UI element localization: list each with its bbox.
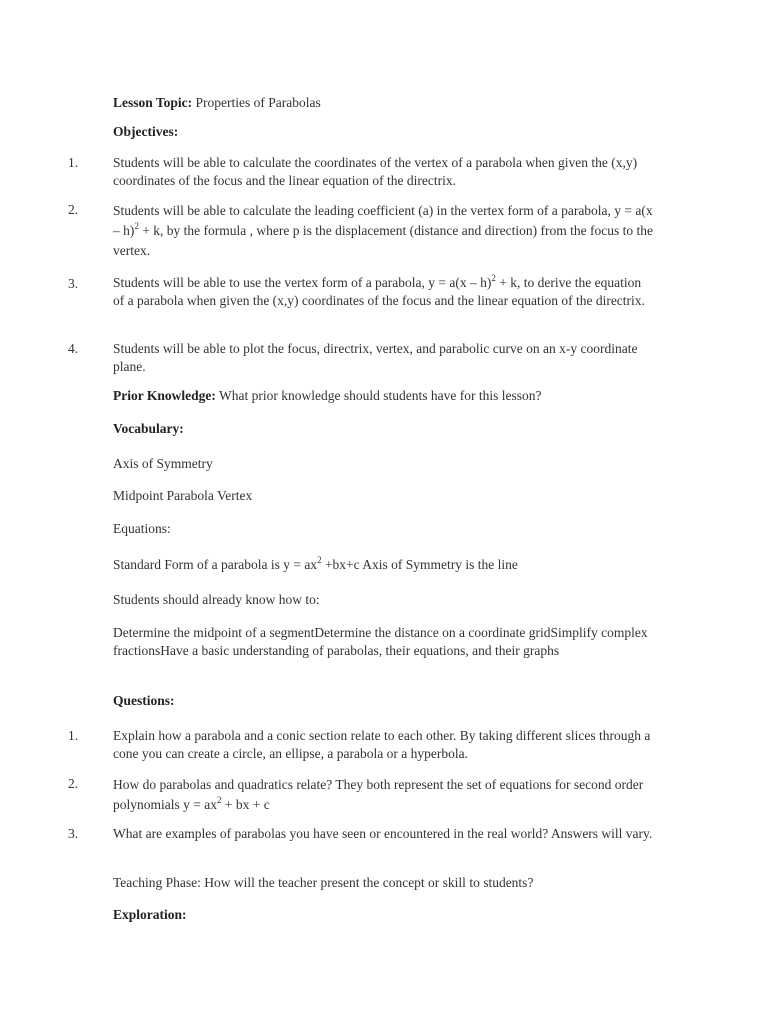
superscript: 2 — [216, 794, 222, 805]
question-number: 2. — [68, 776, 79, 791]
prior-knowledge — [113, 387, 653, 405]
question-text-part: How do parabolas and quadratics relate? They both represent the set of equations for second order polynomials y = ax — [113, 777, 644, 812]
question-number: 3. — [68, 826, 79, 841]
vocabulary-heading-text: Vocabulary: — [113, 421, 184, 436]
objective-number: 4. — [68, 341, 79, 356]
objectives-heading — [113, 123, 653, 141]
objective-number: 2. — [68, 202, 79, 217]
standard-form-line — [113, 556, 653, 574]
question-text: Explain how a parabola and a conic section relate to each other. By taking different slices through a cone you can create a circle, an ellipse, a parabola or a hyperbola. — [113, 728, 651, 761]
objective-text-part: Students will be able to use the vertex form of a parabola, y = a(x – h) — [113, 275, 492, 290]
lesson-topic-label: Lesson Topic: — [113, 95, 193, 110]
lesson-topic — [113, 94, 653, 112]
should-know-line: Students should already know how to: — [113, 592, 320, 607]
questions-heading — [113, 692, 653, 710]
objectives-heading-text: Objectives: — [113, 124, 179, 139]
objective-text-part: Students will be able to calculate the leading coefficient (a) in the vertex form of a parabola, y = a(x – h) — [113, 203, 653, 238]
vocabulary-line: Axis of Symmetry — [113, 456, 213, 471]
standard-form-text: Standard Form of a parabola is y = ax — [113, 557, 318, 572]
objective-text-part: + k, by the formula , where p is the displacement (distance and direction) from the focus to the vertex. — [113, 223, 653, 258]
prior-knowledge-text: What prior knowledge should students have for this lesson? — [219, 388, 542, 403]
objective-number: 3. — [68, 276, 79, 291]
objective-text-part: + k, to derive the equation of a parabola when given the (x,y) coordinates of the focus and the linear equation of the directrix. — [113, 275, 645, 308]
objective-text: Students will be able to calculate the coordinates of the vertex of a parabola when given the (x,y) coordinates of the focus and the linear equation of the directrix. — [113, 155, 638, 188]
question-text — [113, 775, 653, 815]
question-text: What are examples of parabolas you have seen or encountered in the real world? Answers will vary. — [113, 826, 653, 841]
equations-label: Equations: — [113, 521, 171, 536]
prior-knowledge-label: Prior Knowledge: — [113, 388, 216, 403]
questions-heading-text: Questions: — [113, 693, 175, 708]
exploration-heading — [113, 906, 653, 924]
superscript: 2 — [491, 272, 496, 283]
superscript: 2 — [317, 554, 322, 565]
question-number: 1. — [68, 728, 79, 743]
question-text-part: + bx + c — [221, 797, 270, 812]
vocabulary-heading — [113, 420, 653, 438]
objective-text — [113, 201, 653, 261]
standard-form-text: +bx+c Axis of Symmetry is the line — [321, 557, 518, 572]
objective-text: Students will be able to plot the focus, directrix, vertex, and parabolic curve on an x-y coordinate plane. — [113, 341, 638, 374]
lesson-topic-value: Properties of Parabolas — [195, 95, 321, 110]
vocabulary-line: Midpoint Parabola Vertex — [113, 488, 253, 503]
objective-number: 1. — [68, 155, 79, 170]
objective-text — [113, 274, 653, 310]
teaching-phase: Teaching Phase: How will the teacher present the concept or skill to students? — [113, 875, 534, 890]
superscript: 2 — [134, 220, 139, 231]
exploration-heading-text: Exploration: — [113, 907, 187, 922]
skills-paragraph: Determine the midpoint of a segmentDetermine the distance on a coordinate gridSimplify complex fractionsHave a basic understanding of parabolas, their equations, and their graphs — [113, 625, 648, 658]
